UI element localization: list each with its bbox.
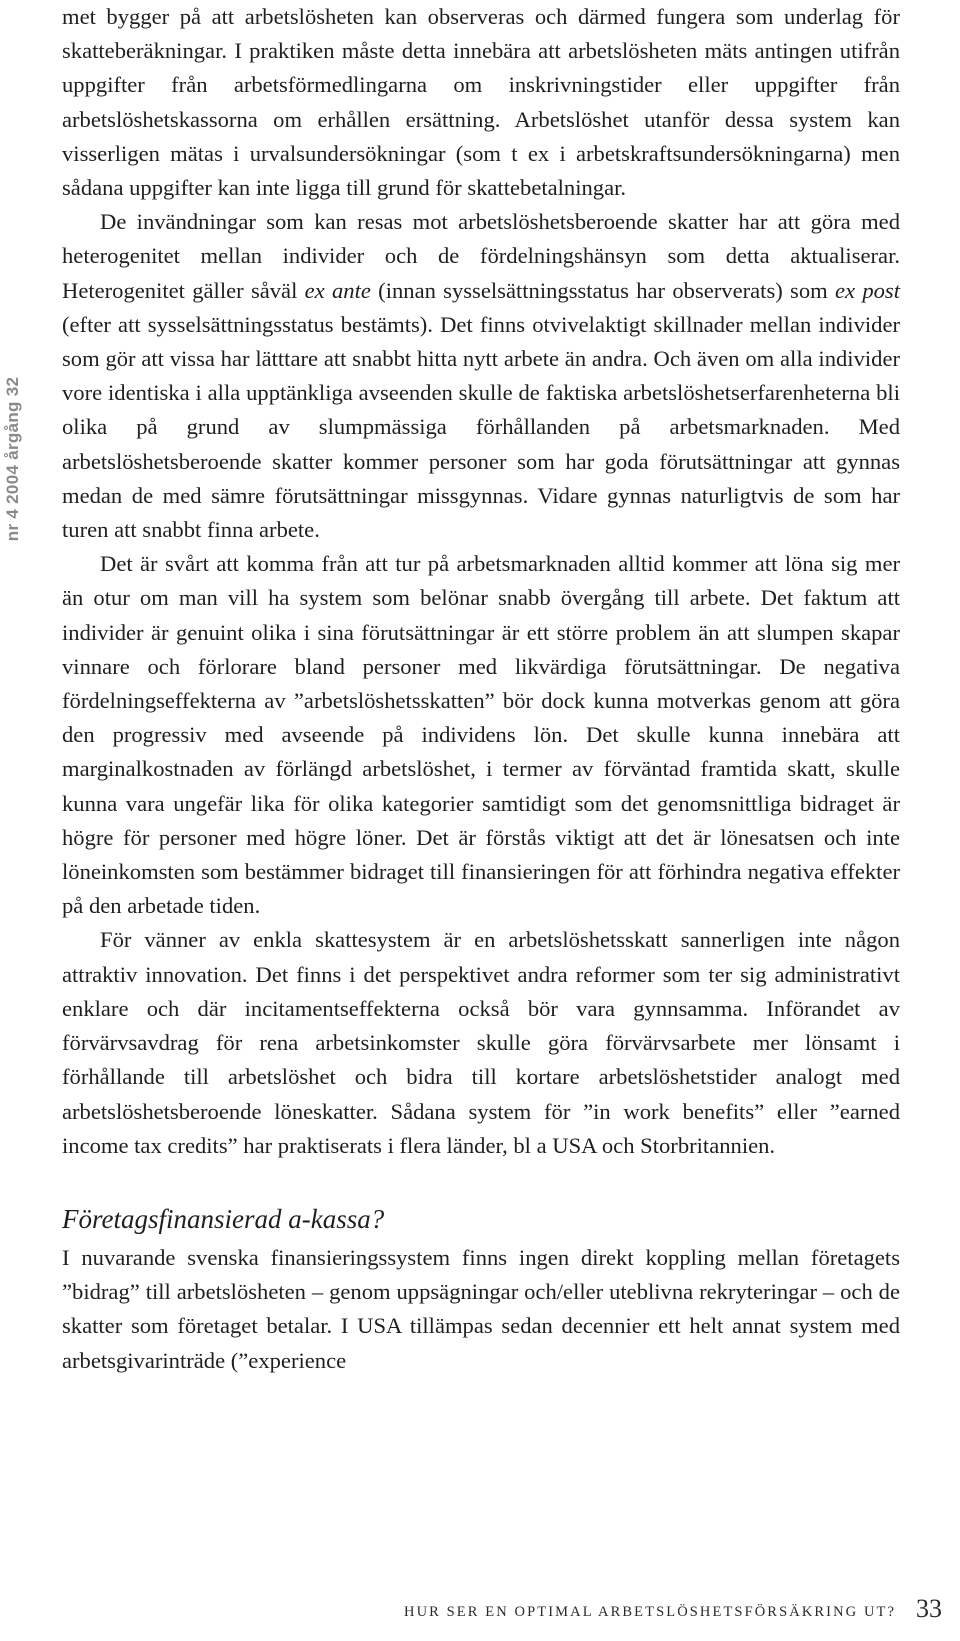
section-heading: Företagsfinansierad a-kassa? bbox=[62, 1203, 385, 1234]
page-number: 33 bbox=[916, 1594, 942, 1623]
paragraph-text: De invändningar som kan resas mot arbetslöshetsberoende skatter har att göra med heterogenitet mellan individer och de fördelningshänsyn som detta aktualiserar. Heterogenitet gäller såväl bbox=[62, 209, 900, 303]
journal-issue-label: nr 4 2004 årgång 32 bbox=[3, 376, 22, 542]
paragraph-text: (efter att sysselsättningsstatus bestämts). Det finns otvivelaktigt skillnader mellan individer som gör att vissa har lätttare att snabbt hitta nytt arbete än andra. Och även om alla individer vore identiska i alla upptänkliga avseenden skulle de faktiska arbetslöshetserfarenheterna bli olika på grund av slumpmässiga förhållanden på arbetsmarknaden. Med arbetslöshetsberoende skatter kommer personer som har goda förutsättningar att gynnas medan de med sämre förutsättningar missgynnas. Vidare gynnas naturligtvis de som har turen att snabbt finna arbete. bbox=[62, 311, 900, 543]
term-ex-ante: ex ante bbox=[304, 277, 371, 303]
paragraph-simple-tax: För vänner av enkla skattesystem är en arbetslöshetsskatt sannerligen inte någon attraktiv innovation. Det finns i det perspektivet andra reformer som ter sig administrativt enklare och där incitamentseffekterna också bör vara gynnsamma. Införandet av förvärvsavdrag för rena arbetsinkomster skulle göra förvärvsarbete mer lönsamt i förhållande till arbetslöshet och bidra till kortare arbetslöshetstider analogt med arbetslöshetsberoende löneskatter. Sådana system för ”in work benefits” eller ”earned income tax credits” har praktiserats i flera länder, bl a USA och Storbritannien. bbox=[62, 927, 900, 1158]
paragraph-luck: Det är svårt att komma från att tur på arbetsmarknaden alltid kommer att löna sig mer än otur om man vill ha system som belönar snabb övergång till arbete. Det faktum att individer är genuint olika i sina förutsättningar är ett större problem än att slumpen skapar vinnare och förlorare bland personer med likvärdiga förutsättningar. De negativa fördelningseffekterna av ”arbetslöshetsskatten” bör dock kunna motverkas genom att göra den progressiv med avseende på individens lön. Det skulle kunna innebära att marginalkostnaden av förlängd arbetslöshet, i termer av förväntad framtida skatt, skulle kunna vara ungefär lika för olika kategorier samtidigt som det genomsnittliga bidraget är högre för personer med högre löner. Det är förstås viktigt att det är lönesatsen och inte löneinkomsten som bestämmer bidraget till finansieringen för att förhindra negativa effekter på den arbetade tiden. bbox=[62, 551, 900, 919]
running-footer-title: HUR SER EN OPTIMAL ARBETSLÖSHETSFÖRSÄKRING UT? bbox=[404, 1604, 897, 1620]
paragraph-continued: met bygger på att arbetslösheten kan observeras och därmed fungera som underlag för skatteberäkningar. I praktiken måste detta innebära att arbetslösheten mäts antingen utifrån uppgifter från arbetsförmedlingarna om inskrivningstider eller uppgifter från arbetslöshetskassorna om erhållen ersättning. Arbetslöshet utanför dessa system kan visserligen mätas i urvalsundersökningar (som t ex i arbetskraftsundersökningarna) men sådana uppgifter kan inte ligga till grund för skattebetalningar. bbox=[62, 4, 900, 201]
term-ex-post: ex post bbox=[834, 277, 900, 303]
paragraph-heterogeneity bbox=[62, 205, 900, 547]
paragraph-text: (innan sysselsättningsstatus har observerats) som bbox=[370, 277, 835, 303]
article-body bbox=[62, 0, 900, 1378]
paragraph-financing: I nuvarande svenska finansieringssystem finns ingen direkt koppling mellan företagets ”bidrag” till arbetslösheten – genom uppsägningar och/eller uteblivna rekryteringar – och de skatter som företaget betalar. I USA tillämpas sedan decennier ett helt annat system med arbetsgivarinträde (”experience bbox=[62, 1244, 900, 1373]
